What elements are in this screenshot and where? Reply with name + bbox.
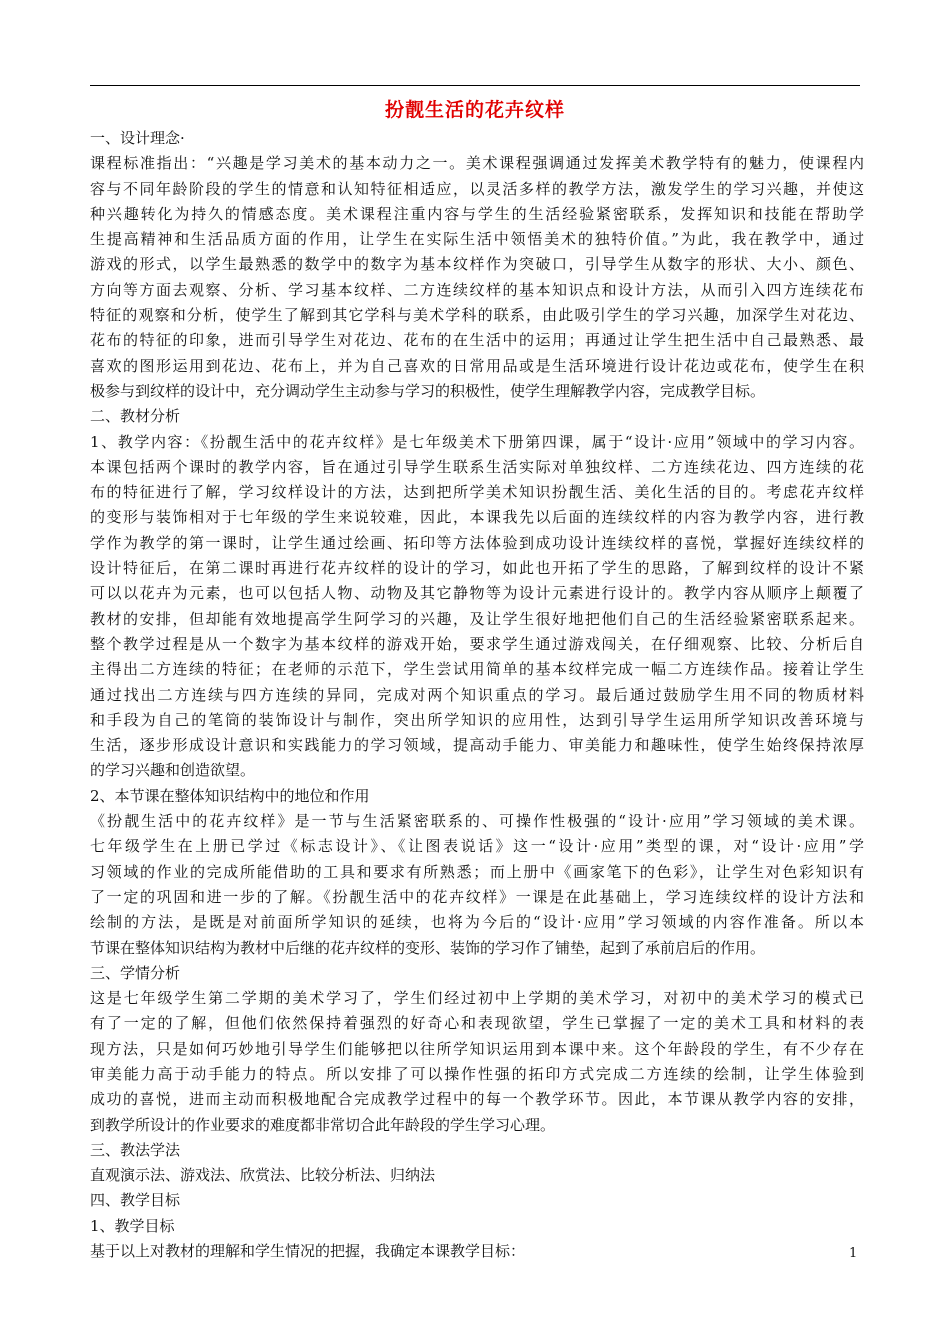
section-heading: 四、教学目标 bbox=[90, 1191, 181, 1210]
paragraph-line: 特征的观察和分析，使学生了解到其它学科与美术学科的联系，由此吸引学生的学习兴趣，加深学生对花边、 bbox=[90, 306, 864, 325]
section-heading: 三、学情分析 bbox=[90, 963, 181, 982]
section-heading: 2、本节课在整体知识结构中的地位和作用 bbox=[90, 786, 370, 805]
paragraph-line: 设计特征后，在第二课时再进行花卉纹样的设计的学习，如此也开拓了学生的思路，了解到纹样的设计不紧 bbox=[90, 559, 864, 578]
paragraph-line: 游戏的形式，以学生最熟悉的数学中的数字为基本纹样作为突破口，引导学生从数字的形状、大小、颜色、 bbox=[90, 255, 864, 274]
paragraph-line: 有了一定的了解，但他们依然保持着强烈的好奇心和表现欲望，学生已掌握了一定的美术工具和材料的表 bbox=[90, 1014, 864, 1033]
paragraph-line: 生活，逐步形成设计意识和实践能力的学习领域，提高动手能力、审美能力和趣味性，使学生始终保持浓厚 bbox=[90, 736, 864, 755]
paragraph-line: 基于以上对教材的理解和学生情况的把握，我确定本课教学目标： bbox=[90, 1242, 526, 1261]
paragraph-line: 可以以花卉为元素，也可以包括人物、动物及其它静物等为设计元素进行设计的。教学内容从顺序上颠覆了 bbox=[90, 584, 864, 603]
paragraph-line: 1、教学内容：《扮靓生活中的花卉纹样》是七年级美术下册第四课，属于“设计·应用”领域中的学习内容。 bbox=[90, 432, 864, 451]
header-rule bbox=[90, 85, 860, 86]
page-number: 1 bbox=[849, 1246, 858, 1261]
document-title: 扮靓生活的花卉纹样 bbox=[384, 99, 565, 121]
section-heading: 二、教材分析 bbox=[90, 407, 181, 426]
paragraph-line: 直观演示法、游戏法、欣赏法、比较分析法、归纳法 bbox=[90, 1166, 436, 1185]
paragraph-line: 喜欢的图形运用到花边、花布上，并为自己喜欢的日常用品或是生活环境进行设计花边或花布，使学生在积 bbox=[90, 356, 864, 375]
paragraph-line: 《扮靓生活中的花卉纹样》是一节与生活紧密联系的、可操作性极强的“设计·应用”学习领域的美术课。 bbox=[90, 812, 864, 831]
paragraph-line: 习领域的作业的完成所能借助的工具和要求有所熟悉；而上册中《画家笔下的色彩》，让学生对色彩知识有 bbox=[90, 862, 864, 881]
document-body bbox=[90, 126, 864, 1264]
paragraph-line: 节课在整体知识结构为教材中后继的花卉纹样的变形、装饰的学习作了铺垫，起到了承前启后的作用。 bbox=[90, 938, 766, 957]
paragraph-line: 整个教学过程是从一个数字为基本纹样的游戏开始，要求学生通过游戏闯关，在仔细观察、比较、分析后自 bbox=[90, 634, 864, 653]
paragraph-line: 课程标准指出：“兴趣是学习美术的基本动力之一。美术课程强调通过发挥美术教学特有的魅力，使课程内 bbox=[90, 154, 864, 173]
paragraph-line: 学作为教学的第一课时，让学生通过绘画、拓印等方法体验到成功设计连续纹样的喜悦，掌握好连续纹样的 bbox=[90, 533, 864, 552]
paragraph-line: 绘制的方法，是既是对前面所学知识的延续，也将为今后的“设计·应用”学习领域的内容作准备。所以本 bbox=[90, 913, 864, 932]
section-heading: 三、教法学法 bbox=[90, 1140, 181, 1159]
paragraph-line: 生提高精神和生活品质方面的作用，让学生在实际生活中领悟美术的独特价值。”为此，我在教学中，通过 bbox=[90, 230, 864, 249]
paragraph-line: 到教学所设计的作业要求的难度都非常切合此年龄段的学生学习心理。 bbox=[90, 1115, 556, 1134]
paragraph-line: 审美能力高于动手能力的特点。所以安排了可以操作性强的拓印方式完成二方连续的绘制，让学生体验到 bbox=[90, 1064, 864, 1083]
paragraph-line: 的变形与装饰相对于七年级的学生来说较难，因此，本课我先以后面的连续纹样的内容为教学内容，进行教 bbox=[90, 508, 864, 527]
paragraph-line: 种兴趣转化为持久的情感态度。美术课程注重内容与学生的生活经验紧密联系，发挥知识和技能在帮助学 bbox=[90, 204, 864, 223]
paragraph-line: 的学习兴趣和创造欲望。 bbox=[90, 761, 256, 780]
paragraph-line: 教材的安排，但却能有效地提高学生阿学习的兴趣，及让学生很好地把他们自己的生活经验紧密联系起来。 bbox=[90, 609, 864, 628]
section-heading: 1、教学目标 bbox=[90, 1216, 175, 1235]
paragraph-line: 极参与到纹样的设计中，充分调动学生主动参与学习的积极性，使学生理解教学内容，完成教学目标。 bbox=[90, 381, 766, 400]
paragraph-line: 本课包括两个课时的教学内容，旨在通过引导学生联系生活实际对单独纹样、二方连续花边、四方连续的花 bbox=[90, 457, 864, 476]
paragraph-line: 方向等方面去观察、分析、学习基本纹样、二方连续纹样的基本知识点和设计方法，从而引入四方连续花布 bbox=[90, 280, 864, 299]
paragraph-line: 了一定的巩固和进一步的了解。《扮靓生活中的花卉纹样》一课是在此基础上，学习连续纹样的设计方法和 bbox=[90, 887, 864, 906]
section-heading: 一、设计理念· bbox=[90, 129, 185, 147]
paragraph-line: 七年级学生在上册已学过《标志设计》、《让图表说话》这一“设计·应用”类型的课，对“设计·应用”学 bbox=[90, 837, 864, 856]
paragraph-line: 花布的特征的印象，进而引导学生对花边、花布的在生活中的运用；再通过让学生把生活中自己最熟悉、最 bbox=[90, 331, 864, 350]
paragraph-line: 主得出二方连续的特征；在老师的示范下，学生尝试用简单的基本纹样完成一幅二方连续作品。接着让学生 bbox=[90, 660, 864, 679]
paragraph-line: 这是七年级学生第二学期的美术学习了，学生们经过初中上学期的美术学习，对初中的美术学习的模式已 bbox=[90, 989, 864, 1008]
paragraph-line: 通过找出二方连续与四方连续的异同，完成对两个知识重点的学习。最后通过鼓励学生用不同的物质材料 bbox=[90, 685, 864, 704]
paragraph-line: 布的特征进行了解，学习纹样设计的方法，达到把所学美术知识扮靓生活、美化生活的目的。考虑花卉纹样 bbox=[90, 483, 864, 502]
paragraph-line: 成功的喜悦，进而主动而积极地配合完成教学过程中的每一个教学环节。因此，本节课从教学内容的安排， bbox=[90, 1090, 864, 1109]
paragraph-line: 现方法，只是如何巧妙地引导学生们能够把以往所学知识运用到本课中来。这个年龄段的学生，有不少存在 bbox=[90, 1039, 864, 1058]
paragraph-line: 和手段为自己的笔筒的装饰设计与制作，突出所学知识的应用性，达到引导学生运用所学知识改善环境与 bbox=[90, 710, 864, 729]
paragraph-line: 容与不同年龄阶段的学生的情意和认知特征相适应，以灵活多样的教学方法，激发学生的学习兴趣，并使这 bbox=[90, 179, 864, 198]
